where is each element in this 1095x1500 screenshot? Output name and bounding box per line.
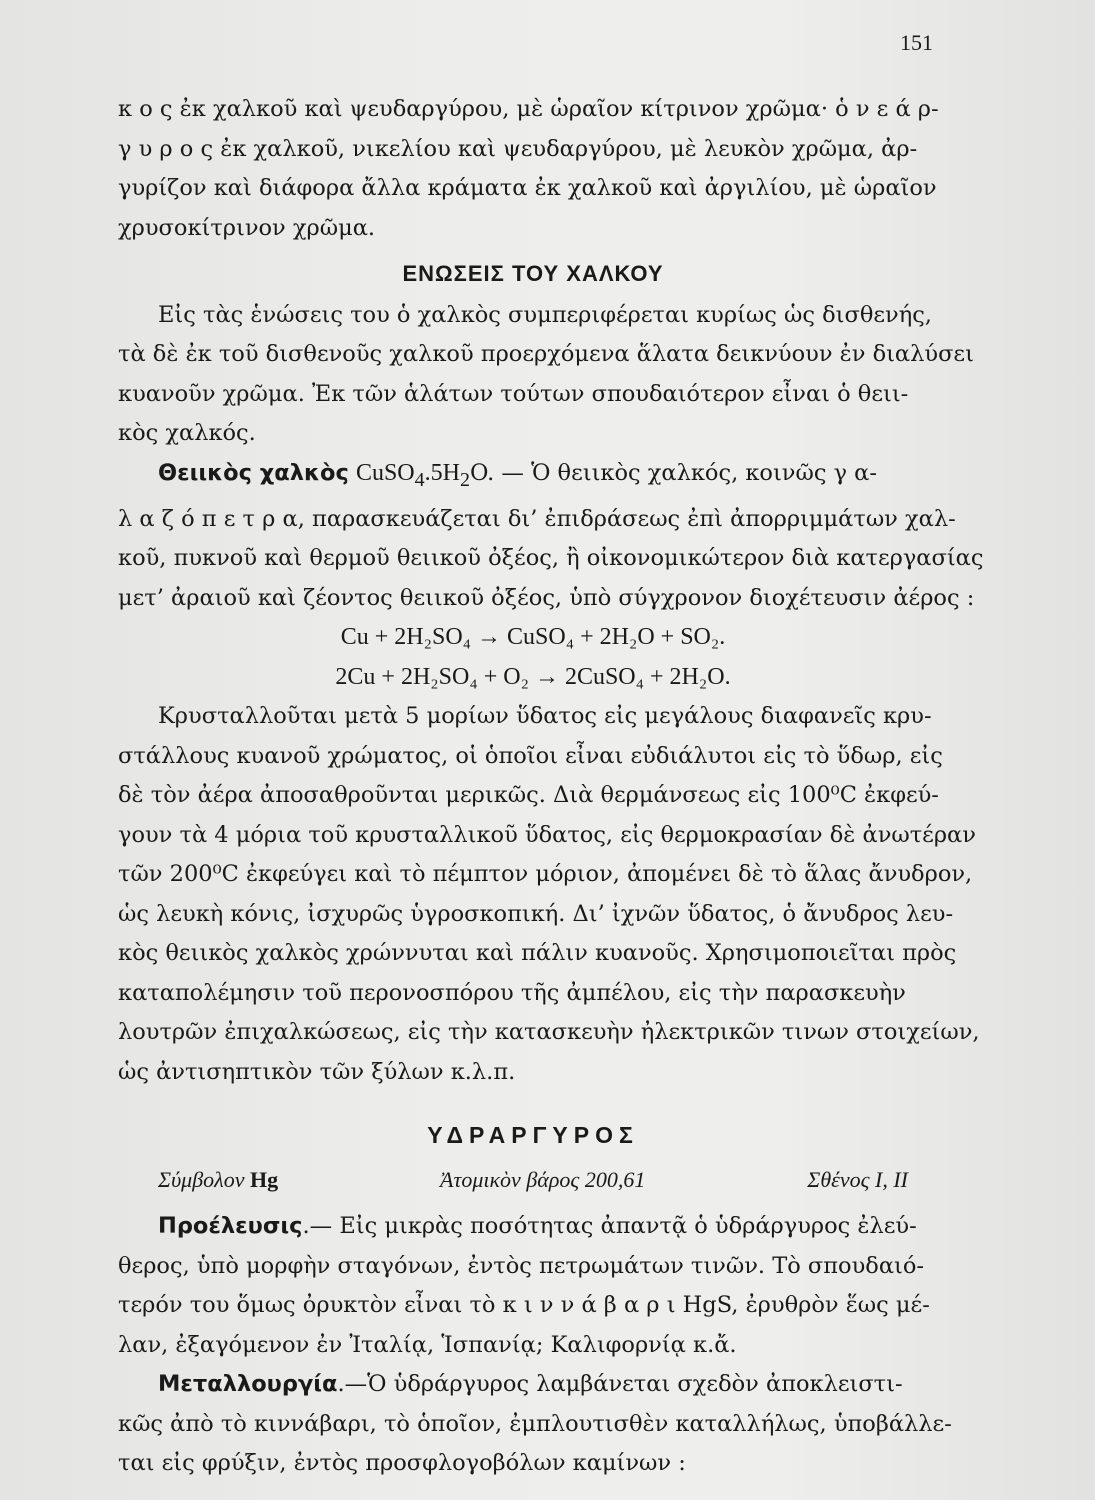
- text-line: ὡς λευκὴ κόνις, ἰσχυρῶς ὑγροσκοπική. Δι’ ἰχνῶν ὕδατος, ὁ ἄνυδρος λευ-: [118, 900, 954, 927]
- symbol-info: Σύμβολον Hg: [158, 1166, 279, 1192]
- text-line: ται εἰς φρύξιν, ἐντὸς προσφλογοβόλων καμίνων :: [118, 1450, 686, 1477]
- element-info-line: [118, 1160, 948, 1200]
- text-line: στάλλους κυανοῦ χρώματος, οἱ ὁποῖοι εἶναι εὐδιάλυτοι εἰς τὸ ὕδωρ, εἰς: [118, 742, 943, 769]
- equations: [118, 618, 948, 697]
- paragraph-compounds: [118, 296, 974, 454]
- paragraph-metallurgy: [118, 1365, 952, 1484]
- text-line: λουτρῶν ἐπιχαλκώσεως, εἰς τὴν κατασκευὴν ἠλεκτρικῶν τινων στοιχείων,: [118, 1019, 980, 1046]
- text-line: καταπολέμησιν τοῦ περονοσπόρου τῆς ἀμπέλου, εἰς τὴν παρασκευὴν: [118, 979, 906, 1006]
- text-line: τερόν του ὅμως ὀρυκτὸν εἶναι τὸ κ ι ν ν ά β α ρ ι HgS, ἐρυθρὸν ἕως μέ-: [118, 1292, 930, 1319]
- paragraph-alloys: [118, 90, 948, 248]
- text-line: μετ’ ἀραιοῦ καὶ ζέοντος θειικοῦ ὀξέος, ὑπὸ σύγχρονον διοχέτευσιν ἀέρος :: [118, 584, 975, 611]
- section-heading-copper-compounds: ΕΝΩΣΕΙΣ ΤΟΥ ΧΑΛΚΟΥ: [402, 261, 664, 286]
- text-line: Εἰς τὰς ἑνώσεις του ὁ χαλκὸς συμπεριφέρεται κυρίως ὡς δισθενής,: [158, 301, 932, 328]
- text-line: χρυσοκίτρινον χρῶμα.: [118, 214, 376, 241]
- atomic-weight-info: Ἀτομικὸν βάρος 200,61: [440, 1166, 646, 1192]
- text-line: ὡς ἀντισηπτικὸν τῶν ξύλων κ.λ.π.: [118, 1058, 516, 1085]
- text-line: γ υ ρ ο ς ἐκ χαλκοῦ, νικελίου καὶ ψευδαργύρου, μὲ λευκὸν χρῶμα, ἀρ-: [118, 135, 918, 162]
- valence-info: Σθένος I, II: [807, 1166, 908, 1192]
- text-line: κὸς χαλκός.: [118, 420, 256, 446]
- page-number: 151: [900, 30, 933, 55]
- paragraph-occurrence: [118, 1207, 948, 1365]
- term-occurrence: Προέλευσις: [158, 1213, 303, 1240]
- text-line: Κρυσταλλοῦται μετὰ 5 μορίων ὕδατος εἰς μεγάλους διαφανεῖς κρυ-: [158, 703, 932, 730]
- text-line: δὲ τὸν ἀέρα ἀποσαθροῦνται μερικῶς. Διὰ θερμάνσεως εἰς 100⁰C ἐκφεύ-: [118, 782, 939, 809]
- text-line: κοῦ, πυκνοῦ καὶ θερμοῦ θειικοῦ ὀξέος, ἢ οἰκονομικώτερον διὰ κατεργασίας: [118, 545, 984, 572]
- term-metallurgy: Μεταλλουργία: [158, 1371, 338, 1398]
- chemical-equation: Cu + 2H₂SO₄ → CuSO₄ + 2H₂O + SO₂.: [340, 624, 726, 651]
- text-line: κὸς θειικὸς χαλκὸς χρώννυται καὶ πάλιν κυανοῦς. Χρησιμοποιεῖται πρὸς: [118, 940, 957, 967]
- text-body: [118, 90, 984, 1484]
- text-line: κυανοῦν χρῶμα. Ἐκ τῶν ἁλάτων τούτων σπουδαιότερον εἶναι ὁ θειι-: [118, 380, 909, 407]
- text-line: λαν, ἐξαγόμενον ἐν Ἰταλίᾳ, Ἱσπανίᾳ; Καλιφορνίᾳ κ.ἄ.: [118, 1331, 737, 1358]
- paragraph-crystallization: [118, 697, 980, 1092]
- chemical-equation: 2Cu + 2H₂SO₄ + O₂ → 2CuSO₄ + 2H₂O.: [335, 663, 731, 690]
- term-copper-sulfate: Θειικὸς χαλκὸς: [158, 459, 349, 486]
- text-line: [118, 454, 948, 500]
- text-line: γουν τὰ 4 μόρια τοῦ κρυσταλλικοῦ ὕδατος, εἰς θερμοκρασίαν δὲ ἀνωτέραν: [118, 821, 976, 848]
- text-line: τὰ δὲ ἐκ τοῦ δισθενοῦς χαλκοῦ προερχόμενα ἅλατα δεικνύουν ἐν διαλύσει: [118, 341, 974, 367]
- section-heading-mercury: ΥΔΡΑΡΓΥΡΟΣ: [427, 1122, 639, 1149]
- text-fragment: O. — Ὁ θειικὸς χαλκός, κοινῶς γ α-: [469, 459, 877, 486]
- formula-copper-sulfate: $CuSO_4.5H_2$: [355, 459, 470, 491]
- paragraph-copper-sulfate: [118, 454, 984, 619]
- text-line: Προέλευσις.— Εἰς μικρὰς ποσότητας ἀπαντᾷ ὁ ὑδράργυρος ἐλεύ-: [158, 1213, 917, 1240]
- text-line: κ ο ς ἐκ χαλκοῦ καὶ ψευδαργύρου, μὲ ὡραῖον κίτρινον χρῶμα· ὁ ν ε ά ρ-: [118, 96, 939, 122]
- text-line: γυρίζον καὶ διάφορα ἄλλα κράματα ἐκ χαλκοῦ καὶ ἀργιλίου, μὲ ὡραῖον: [118, 175, 937, 201]
- text-line: θερος, ὑπὸ μορφὴν σταγόνων, ἐντὸς πετρωμάτων τινῶν. Τὸ σπουδαιό-: [118, 1252, 924, 1279]
- text-line: λ α ζ ό π ε τ ρ α, παρασκευάζεται δι’ ἐπιδράσεως ἐπὶ ἀπορριμμάτων χαλ-: [118, 505, 956, 532]
- text-line: Μεταλλουργία.—Ὁ ὑδράργυρος λαμβάνεται σχεδὸν ἀποκλειστι-: [158, 1371, 903, 1398]
- text-line: κῶς ἀπὸ τὸ κιννάβαρι, τὸ ὁποῖον, ἐμπλουτισθὲν καταλλήλως, ὑποβάλλε-: [118, 1410, 952, 1437]
- text-line: τῶν 200⁰C ἐκφεύγει καὶ τὸ πέμπτον μόριον, ἀπομένει δὲ τὸ ἅλας ἄνυδρον,: [118, 861, 973, 888]
